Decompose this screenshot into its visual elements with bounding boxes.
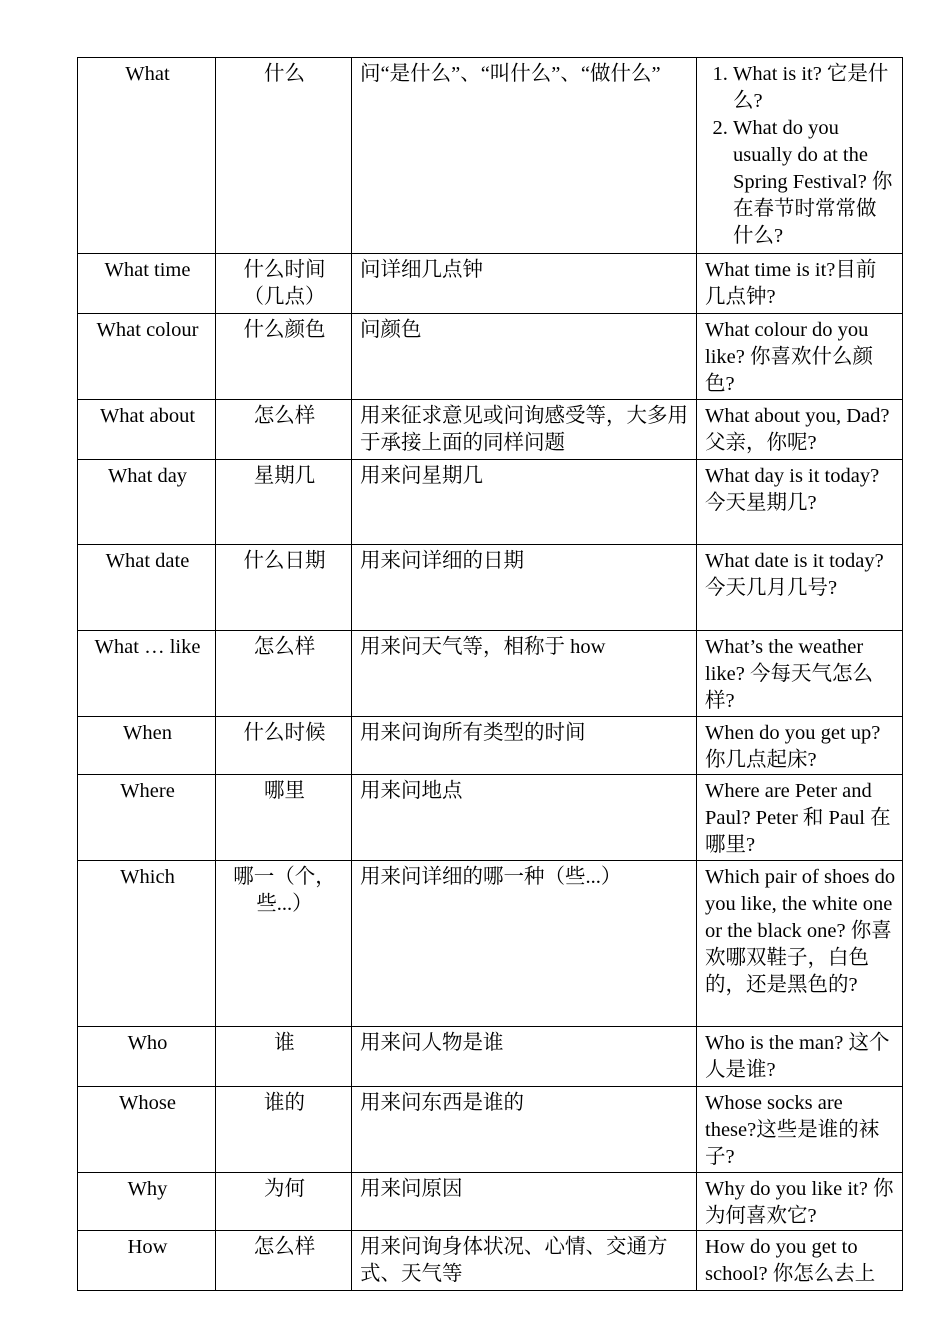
- word-cell: What time: [78, 254, 216, 314]
- table-row: [78, 1173, 903, 1231]
- word-cell: When: [78, 717, 216, 775]
- meaning-cell: 怎么样: [216, 400, 352, 460]
- meaning-cell: 什么日期: [216, 545, 352, 631]
- meaning-cell: 谁的: [216, 1087, 352, 1173]
- example-cell: What day is it today? 今天星期几?: [697, 460, 903, 545]
- example-cell: What date is it today? 今天几月几号?: [697, 545, 903, 631]
- table-row: [78, 861, 903, 1027]
- example-cell: When do you get up?你几点起床?: [697, 717, 903, 775]
- word-cell: What date: [78, 545, 216, 631]
- usage-cell: 用来问天气等，相称于 how: [352, 631, 697, 717]
- table-row: [78, 1087, 903, 1173]
- word-cell: What about: [78, 400, 216, 460]
- usage-cell: 用来问询所有类型的时间: [352, 717, 697, 775]
- usage-cell: 问详细几点钟: [352, 254, 697, 314]
- meaning-cell: 什么时候: [216, 717, 352, 775]
- usage-cell: 问“是什么”、“叫什么”、“做什么”: [352, 58, 697, 254]
- usage-cell: 问颜色: [352, 314, 697, 400]
- table-row: [78, 460, 903, 545]
- usage-cell: 用来问询身体状况、心情、交通方式、天气等: [352, 1231, 697, 1291]
- meaning-cell: 怎么样: [216, 1231, 352, 1291]
- example-item: 1. What is it? 它是什么?: [733, 61, 896, 115]
- example-list: [705, 61, 896, 250]
- example-cell: Who is the man? 这个人是谁?: [697, 1027, 903, 1087]
- meaning-cell: 谁: [216, 1027, 352, 1087]
- example-cell: Why do you like it? 你为何喜欢它?: [697, 1173, 903, 1231]
- word-cell: What: [78, 58, 216, 254]
- word-cell: Where: [78, 775, 216, 861]
- word-cell: How: [78, 1231, 216, 1291]
- usage-cell: 用来问人物是谁: [352, 1027, 697, 1087]
- usage-cell: 用来问详细的哪一种（些...）: [352, 861, 697, 1027]
- usage-cell: 用来问详细的日期: [352, 545, 697, 631]
- word-cell: Which: [78, 861, 216, 1027]
- word-cell: Whose: [78, 1087, 216, 1173]
- usage-cell: 用来征求意见或问询感受等，大多用于承接上面的同样问题: [352, 400, 697, 460]
- example-cell: What about you, Dad? 父亲，你呢?: [697, 400, 903, 460]
- table-row: [78, 1027, 903, 1087]
- meaning-cell: 星期几: [216, 460, 352, 545]
- meaning-cell: 什么颜色: [216, 314, 352, 400]
- word-cell: What colour: [78, 314, 216, 400]
- table-row: [78, 254, 903, 314]
- usage-cell: 用来问原因: [352, 1173, 697, 1231]
- meaning-cell: 什么时间（几点）: [216, 254, 352, 314]
- meaning-cell: 为何: [216, 1173, 352, 1231]
- usage-cell: 用来问星期几: [352, 460, 697, 545]
- table-row: [78, 1231, 903, 1291]
- table-row: [78, 631, 903, 717]
- usage-cell: 用来问东西是谁的: [352, 1087, 697, 1173]
- word-cell: What … like: [78, 631, 216, 717]
- word-cell: What day: [78, 460, 216, 545]
- example-cell: What’s the weather like? 今每天气怎么样?: [697, 631, 903, 717]
- usage-cell: 用来问地点: [352, 775, 697, 861]
- word-cell: Why: [78, 1173, 216, 1231]
- table-row: [78, 58, 903, 254]
- table-row: [78, 775, 903, 861]
- meaning-cell: 什么: [216, 58, 352, 254]
- example-cell: Where are Peter and Paul? Peter 和 Paul 在哪里?: [697, 775, 903, 861]
- example-cell: What time is it?目前几点钟?: [697, 254, 903, 314]
- meaning-cell: 哪一（个，些...）: [216, 861, 352, 1027]
- table-row: [78, 545, 903, 631]
- example-cell: How do you get to school? 你怎么去上: [697, 1231, 903, 1291]
- table-row: [78, 717, 903, 775]
- question-words-table: [77, 57, 903, 1291]
- example-item: 2. What do you usually do at the Spring Festival? 你在春节时常常做什么?: [733, 115, 896, 250]
- example-cell: Which pair of shoes do you like, the white one or the black one? 你喜欢哪双鞋子，白色的，还是黑色的?: [697, 861, 903, 1027]
- table-row: [78, 314, 903, 400]
- example-cell: [697, 58, 903, 254]
- meaning-cell: 哪里: [216, 775, 352, 861]
- word-cell: Who: [78, 1027, 216, 1087]
- example-cell: What colour do you like? 你喜欢什么颜色?: [697, 314, 903, 400]
- example-cell: Whose socks are these?这些是谁的袜子?: [697, 1087, 903, 1173]
- meaning-cell: 怎么样: [216, 631, 352, 717]
- table-row: [78, 400, 903, 460]
